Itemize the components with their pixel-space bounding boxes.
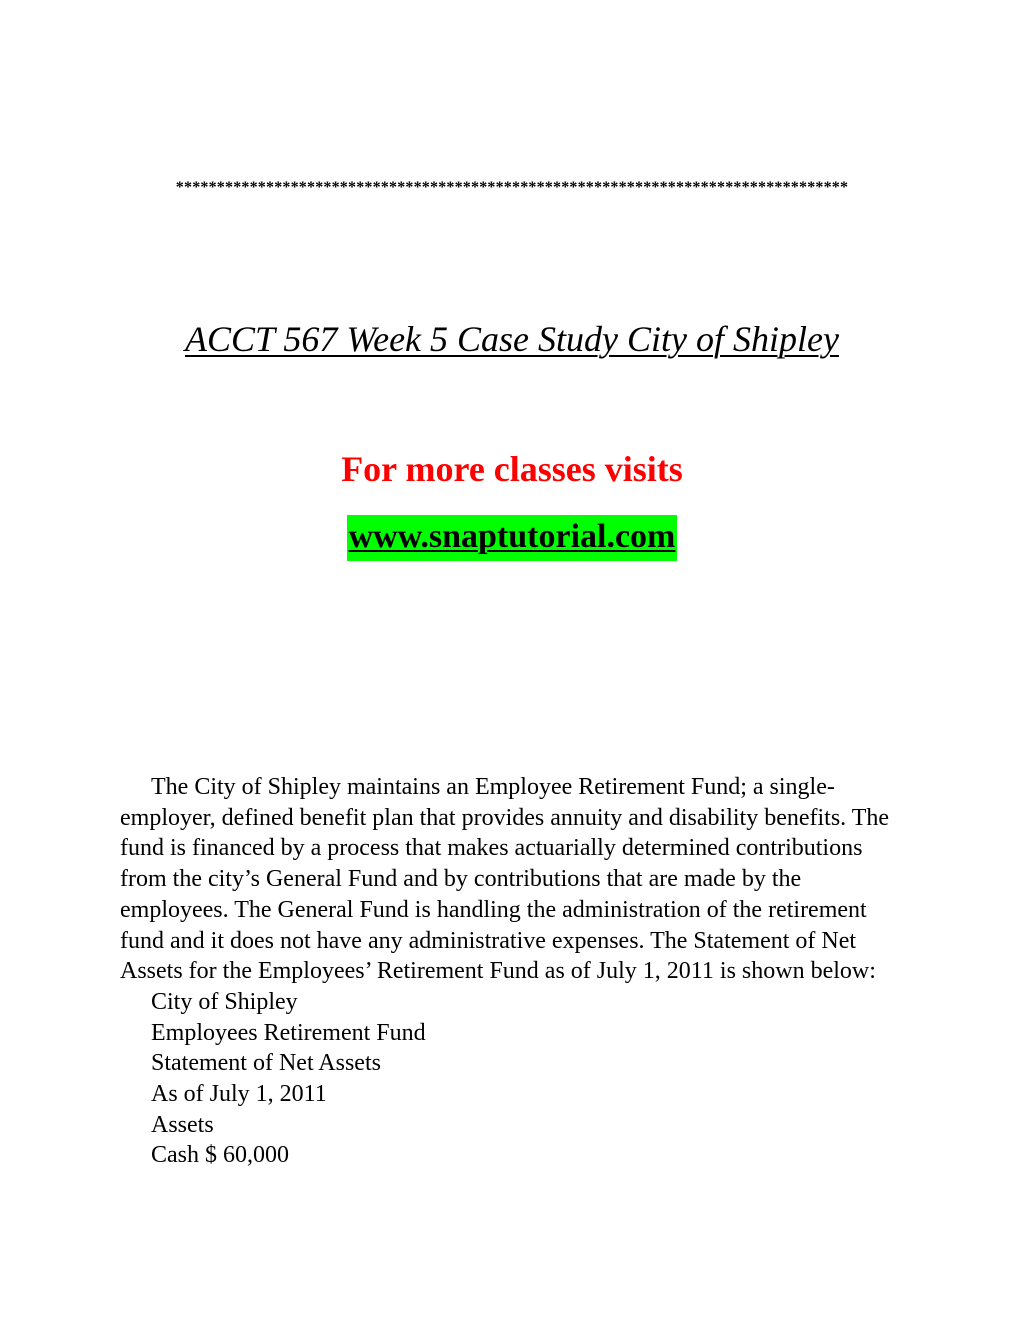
statement-date: As of July 1, 2011 [151, 1081, 327, 1108]
statement-section-assets: Assets [151, 1111, 214, 1138]
case-description [120, 772, 900, 1171]
statement-fund: Employees Retirement Fund [151, 1019, 426, 1046]
intro-paragraph: The City of Shipley maintains an Employee Retirement Fund; a single-employer, defined benefit plan that provides annuity and disability benefits. The fund is financed by a process that makes actuarially determined contributions from the city’s General Fund and by contributions that are made by the employees. The General Fund is handling the administration of the retirement fund and it does not have any administrative expenses. The Statement of Net Assets for the Employees’ Retirement Fund as of July 1, 2011 is shown below: [120, 774, 890, 985]
document-title: ACCT 567 Week 5 Case Study City of Shipley [185, 319, 839, 359]
statement-entity: City of Shipley [151, 988, 298, 1015]
separator-line: ********************************************************************************** [175, 179, 849, 196]
statement-cash-line: Cash $ 60,000 [151, 1142, 289, 1169]
promo-text: For more classes visits [341, 449, 683, 489]
website-container [0, 515, 1024, 561]
statement-title: Statement of Net Assets [151, 1050, 381, 1077]
website-link[interactable]: www.snaptutorial.com [347, 515, 678, 561]
